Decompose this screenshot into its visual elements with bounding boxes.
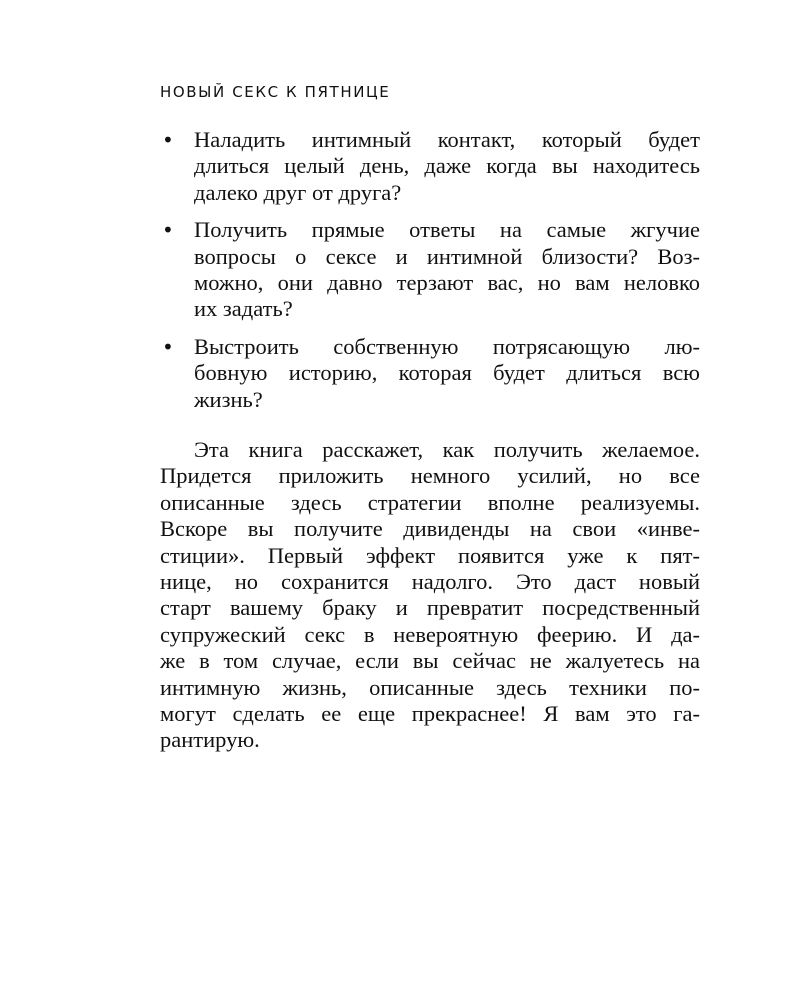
text-line: Вскоре вы получите дивиденды на свои «инве- — [160, 516, 700, 542]
text-line: Придется приложить немного усилий, но все — [160, 463, 700, 489]
text-line: старт вашему браку и превратит посредственный — [160, 595, 700, 621]
text-line: Выстроить собственную потрясающую лю- — [194, 333, 700, 359]
bullet-item — [160, 334, 700, 413]
bullet-marker: • — [162, 334, 174, 359]
text-line: бовную историю, которая будет длиться всю — [194, 360, 700, 386]
text-line: далеко друг от друга? — [194, 179, 402, 205]
text-line: их задать? — [194, 296, 293, 322]
body-paragraph — [160, 437, 700, 754]
text-line: длиться целый день, даже когда вы находитесь — [194, 153, 700, 179]
text-line: стиции». Первый эффект появится уже к пят- — [160, 542, 700, 568]
text-line: Наладить интимный контакт, который будет — [194, 127, 700, 152]
text-line: можно, они давно терзают вас, но вам неловко — [194, 270, 700, 296]
text-line: же в том случае, если вы сейчас не жалуетесь на — [160, 648, 700, 674]
bullet-item — [160, 217, 700, 323]
bullet-marker: • — [162, 128, 174, 152]
text-line: жизнь? — [194, 386, 263, 412]
text-line: нице, но сохранится надолго. Это даст новый — [160, 569, 700, 595]
text-line: Эта книга расскажет, как получить желаемое. — [194, 437, 700, 462]
bullet-marker: • — [162, 218, 174, 243]
text-line: вопросы о сексе и интимной близости? Воз- — [194, 243, 700, 269]
text-line: рантирую. — [160, 727, 260, 753]
text-line: интимную жизнь, описанные здесь техники по- — [160, 674, 700, 700]
bullet-item — [160, 127, 700, 206]
text-line: супружеский секс в невероятную феерию. И да- — [160, 621, 700, 647]
text-line: Получить прямые ответы на самые жгучие — [194, 217, 700, 243]
running-head: НОВЫЙ СЕКС К ПЯТНИЦЕ — [160, 83, 391, 101]
text-line: могут сделать ее еще прекраснее! Я вам это га- — [160, 701, 700, 727]
bullet-list — [160, 127, 700, 424]
text-line: описанные здесь стратегии вполне реализуемы. — [160, 489, 700, 515]
